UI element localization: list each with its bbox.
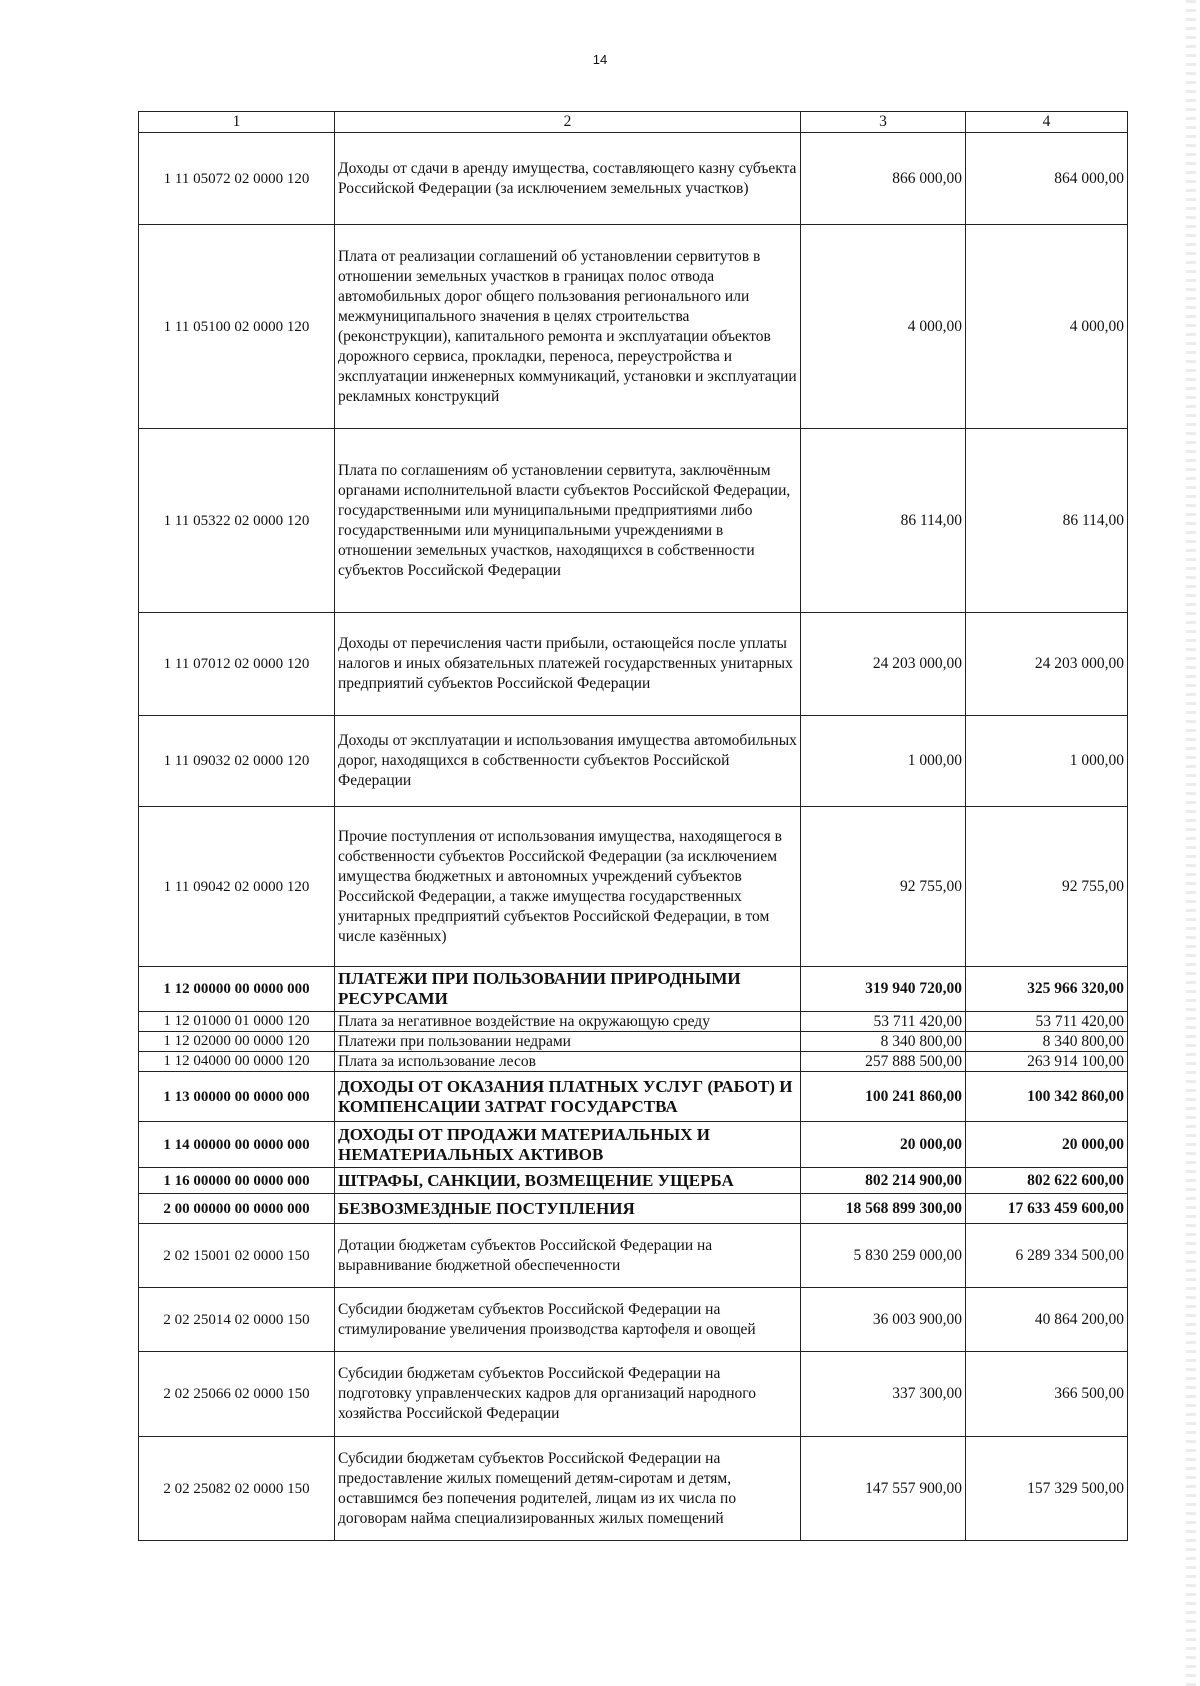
row-name: ПЛАТЕЖИ ПРИ ПОЛЬЗОВАНИИ ПРИРОДНЫМИ РЕСУРСАМИ [335,967,801,1012]
row-value-col3: 8 340 800,00 [801,1032,966,1052]
row-code: 1 12 04000 00 0000 120 [139,1052,335,1072]
table-row-section [139,1168,1128,1194]
row-name: БЕЗВОЗМЕЗДНЫЕ ПОСТУПЛЕНИЯ [335,1194,801,1224]
row-name: Плата по соглашениям об установлении сервитута, заключённым органами исполнительной власти субъектов Российской Федерации, государственными или муниципальными предприятиями либо государственными или муниципальными учреждениями в отношении земельных участков, находящихся в собственности субъектов Российской Федерации [335,429,801,613]
table-row [139,1012,1128,1032]
row-value-col3: 257 888 500,00 [801,1052,966,1072]
row-value-col3: 18 568 899 300,00 [801,1194,966,1224]
row-name: Субсидии бюджетам субъектов Российской Федерации на предоставление жилых помещений детям-сиротам и детям, оставшимся без попечения родителей, лицам из их числа по договорам найма специализированных жилых помещений [335,1437,801,1541]
row-code: 1 11 05322 02 0000 120 [139,429,335,613]
table-row-section [139,967,1128,1012]
table-row-section [139,1122,1128,1168]
row-value-col4: 8 340 800,00 [966,1032,1128,1052]
row-value-col3: 147 557 900,00 [801,1437,966,1541]
row-name: Субсидии бюджетам субъектов Российской Федерации на подготовку управленческих кадров для организаций народного хозяйства Российской Федерации [335,1352,801,1437]
row-name: Дотации бюджетам субъектов Российской Федерации на выравнивание бюджетной обеспеченности [335,1224,801,1288]
row-name: Доходы от перечисления части прибыли, остающейся после уплаты налогов и иных обязательных платежей государственных унитарных предприятий субъектов Российской Федерации [335,613,801,716]
row-code: 1 11 05100 02 0000 120 [139,225,335,429]
row-name: Субсидии бюджетам субъектов Российской Федерации на стимулирование увеличения производства картофеля и овощей [335,1288,801,1352]
row-code: 2 02 25066 02 0000 150 [139,1352,335,1437]
row-code: 2 02 25014 02 0000 150 [139,1288,335,1352]
row-value-col3: 86 114,00 [801,429,966,613]
row-code: 1 11 05072 02 0000 120 [139,133,335,225]
row-value-col4: 1 000,00 [966,716,1128,807]
row-value-col4: 40 864 200,00 [966,1288,1128,1352]
row-value-col4: 157 329 500,00 [966,1437,1128,1541]
table-row [139,1032,1128,1052]
row-code: 1 14 00000 00 0000 000 [139,1122,335,1168]
row-code: 2 00 00000 00 0000 000 [139,1194,335,1224]
row-name: Плата за использование лесов [335,1052,801,1072]
row-code: 1 11 09042 02 0000 120 [139,807,335,967]
row-value-col4: 864 000,00 [966,133,1128,225]
table-row-section [139,1194,1128,1224]
row-name: ДОХОДЫ ОТ ОКАЗАНИЯ ПЛАТНЫХ УСЛУГ (РАБОТ) И КОМПЕНСАЦИИ ЗАТРАТ ГОСУДАРСТВА [335,1072,801,1122]
table-row [139,807,1128,967]
row-value-col4: 24 203 000,00 [966,613,1128,716]
row-code: 2 02 15001 02 0000 150 [139,1224,335,1288]
row-value-col4: 100 342 860,00 [966,1072,1128,1122]
page-number: 14 [592,52,608,67]
row-value-col3: 100 241 860,00 [801,1072,966,1122]
row-value-col4: 6 289 334 500,00 [966,1224,1128,1288]
row-code: 1 12 00000 00 0000 000 [139,967,335,1012]
row-name: ДОХОДЫ ОТ ПРОДАЖИ МАТЕРИАЛЬНЫХ И НЕМАТЕРИАЛЬНЫХ АКТИВОВ [335,1122,801,1168]
row-value-col4: 802 622 600,00 [966,1168,1128,1194]
row-code: 1 11 09032 02 0000 120 [139,716,335,807]
row-value-col3: 4 000,00 [801,225,966,429]
row-name: Прочие поступления от использования имущества, находящегося в собственности субъектов Российской Федерации (за исключением имущества бюджетных и автономных учреждений субъектов Российской Федерации, а также имущества государственных унитарных предприятий субъектов Российской Федерации, в том числе казённых) [335,807,801,967]
row-value-col3: 36 003 900,00 [801,1288,966,1352]
row-value-col3: 92 755,00 [801,807,966,967]
table-row [139,1224,1128,1288]
row-name: Платежи при пользовании недрами [335,1032,801,1052]
table-row [139,225,1128,429]
column-header-3: 3 [801,112,966,133]
row-value-col4: 20 000,00 [966,1122,1128,1168]
table-row [139,1052,1128,1072]
row-value-col3: 53 711 420,00 [801,1012,966,1032]
row-value-col4: 92 755,00 [966,807,1128,967]
row-value-col4: 366 500,00 [966,1352,1128,1437]
table-header-row [139,112,1128,133]
row-code: 2 02 25082 02 0000 150 [139,1437,335,1541]
table-row [139,429,1128,613]
row-value-col3: 5 830 259 000,00 [801,1224,966,1288]
row-name: Доходы от эксплуатации и использования имущества автомобильных дорог, находящихся в собственности субъектов Российской Федерации [335,716,801,807]
row-name: ШТРАФЫ, САНКЦИИ, ВОЗМЕЩЕНИЕ УЩЕРБА [335,1168,801,1194]
row-value-col3: 319 940 720,00 [801,967,966,1012]
row-value-col3: 802 214 900,00 [801,1168,966,1194]
row-code: 1 12 02000 00 0000 120 [139,1032,335,1052]
row-value-col4: 325 966 320,00 [966,967,1128,1012]
scan-edge-marks [1186,0,1196,1686]
row-code: 1 16 00000 00 0000 000 [139,1168,335,1194]
row-value-col4: 17 633 459 600,00 [966,1194,1128,1224]
table-row [139,716,1128,807]
row-value-col3: 866 000,00 [801,133,966,225]
table-row [139,133,1128,225]
row-name: Плата от реализации соглашений об установлении сервитутов в отношении земельных участков в границах полос отвода автомобильных дорог общего пользования регионального или межмуниципального значения в целях строительства (реконструкции), капитального ремонта и эксплуатации объектов дорожного сервиса, прокладки, переноса, переустройства и эксплуатации инженерных коммуникаций, установки и эксплуатации рекламных конструкций [335,225,801,429]
row-name: Доходы от сдачи в аренду имущества, составляющего казну субъекта Российской Федерации (за исключением земельных участков) [335,133,801,225]
row-value-col3: 20 000,00 [801,1122,966,1168]
row-code: 1 13 00000 00 0000 000 [139,1072,335,1122]
column-header-2: 2 [335,112,801,133]
row-value-col3: 1 000,00 [801,716,966,807]
row-value-col3: 24 203 000,00 [801,613,966,716]
table-row-section [139,1072,1128,1122]
row-value-col4: 4 000,00 [966,225,1128,429]
column-header-4: 4 [966,112,1128,133]
table-row [139,613,1128,716]
row-code: 1 11 07012 02 0000 120 [139,613,335,716]
row-code: 1 12 01000 01 0000 120 [139,1012,335,1032]
column-header-1: 1 [139,112,335,133]
row-value-col4: 86 114,00 [966,429,1128,613]
row-value-col3: 337 300,00 [801,1352,966,1437]
revenue-table [138,111,1128,1541]
row-name: Плата за негативное воздействие на окружающую среду [335,1012,801,1032]
row-value-col4: 53 711 420,00 [966,1012,1128,1032]
row-value-col4: 263 914 100,00 [966,1052,1128,1072]
table-row [139,1437,1128,1541]
table-row [139,1288,1128,1352]
table-row [139,1352,1128,1437]
